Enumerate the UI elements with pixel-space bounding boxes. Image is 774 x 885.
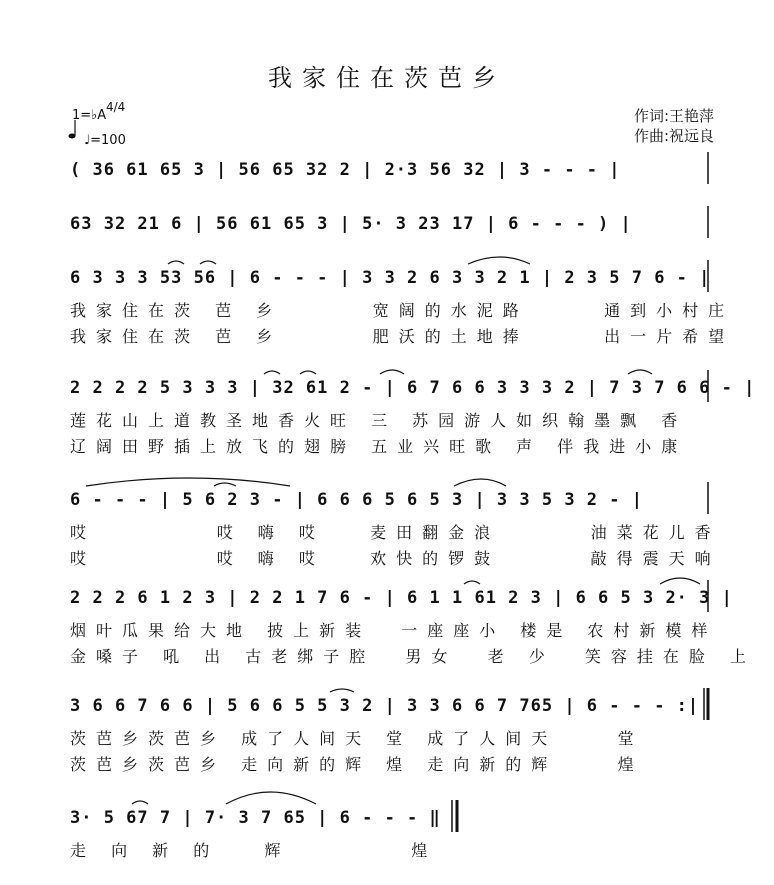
- composer: 作曲:祝远良: [633, 127, 714, 145]
- score-row: [70, 214, 710, 274]
- notes-line: 3· 5 67 7 | 7· 3 7 65 | 6 - - - ‖: [70, 808, 441, 828]
- song-title: 我家住在茨芭乡: [268, 64, 506, 92]
- lyrics-verse-2: 我家住在茨 芭 乡 肥沃的土地捧 出一片希望: [70, 327, 735, 346]
- lyrics-verse-2: 茨芭乡茨芭乡 走向新的辉 煌 走向新的辉 煌: [70, 755, 644, 774]
- score-row: [70, 268, 735, 346]
- notes-line: 6 - - - | 5 6 2 3 - | 6 6 6 5 6 5 3 | 3 3 5 3 2 - |: [70, 490, 643, 510]
- lyrics-verse-2: 金嗓子 吼 出 古老绑子腔 男女 老 少 笑容挂在脸 上: [70, 647, 756, 666]
- lyrics-verse-1: 走 向 新 的 辉 煌: [70, 841, 438, 860]
- score-row: [70, 378, 756, 456]
- score-row: [70, 160, 710, 220]
- notes-line: ( 36 61 65 3 | 56 65 32 2 | 2·3 56 32 | 3 - - - |: [70, 160, 621, 180]
- notes-line: 3 6 6 7 6 6 | 5 6 6 5 5 3 2 | 3 3 6 6 7 765 | 6 - - - :|: [70, 696, 700, 716]
- notes-line: 2 2 2 2 5 3 3 3 | 32 61 2 - | 6 7 6 6 3 3 3 2 | 7 3 7 6 6 - |: [70, 378, 756, 398]
- lyrics-verse-1: 我家住在茨 芭 乡 宽阔的水泥路 通到小村庄: [70, 301, 735, 320]
- notes-line: 6 3 3 3 53 56 | 6 - - - | 3 3 2 6 3 3 2 1 | 2 3 5 7 6 - |: [70, 268, 711, 288]
- lyrics-verse-2: 哎 哎 嗨 哎 欢快的锣鼓 敲得震天响: [70, 549, 721, 568]
- tempo-marking: ♩=100: [84, 133, 126, 148]
- notes-line: 63 32 21 6 | 56 61 65 3 | 5· 3 23 17 | 6 - - - ) |: [70, 214, 632, 234]
- lyrics-verse-1: 茨芭乡茨芭乡 成了人间天 堂 成了人间天 堂: [70, 729, 644, 748]
- lyrics-verse-1: 哎 哎 嗨 哎 麦田翻金浪 油菜花儿香: [70, 523, 721, 542]
- lyrics-verse-1: 莲花山上道教圣地香火旺 三 苏园游人如织翰墨飘 香: [70, 411, 688, 430]
- score-row: [70, 490, 721, 568]
- credits: [634, 106, 714, 146]
- score-row: [70, 696, 710, 774]
- lyricist: 作词:王艳萍: [633, 107, 714, 125]
- notes-line: 2 2 2 6 1 2 3 | 2 2 1 7 6 - | 6 1 1 61 2 3 | 6 6 5 3 2· 3 |: [70, 588, 733, 608]
- score-row: [70, 588, 756, 666]
- lyrics-verse-2: 辽阔田野插上放飞的翅膀 五业兴旺歌 声 伴我进小康: [70, 437, 688, 456]
- key-signature: 1=♭A: [72, 108, 107, 123]
- score-row: [70, 808, 710, 868]
- tempo-note-head: [69, 134, 76, 139]
- lyrics-verse-1: 烟叶瓜果给大地 披上新装 一座座小 楼是 农村新模样: [70, 621, 718, 640]
- time-signature: 4/4: [106, 100, 126, 114]
